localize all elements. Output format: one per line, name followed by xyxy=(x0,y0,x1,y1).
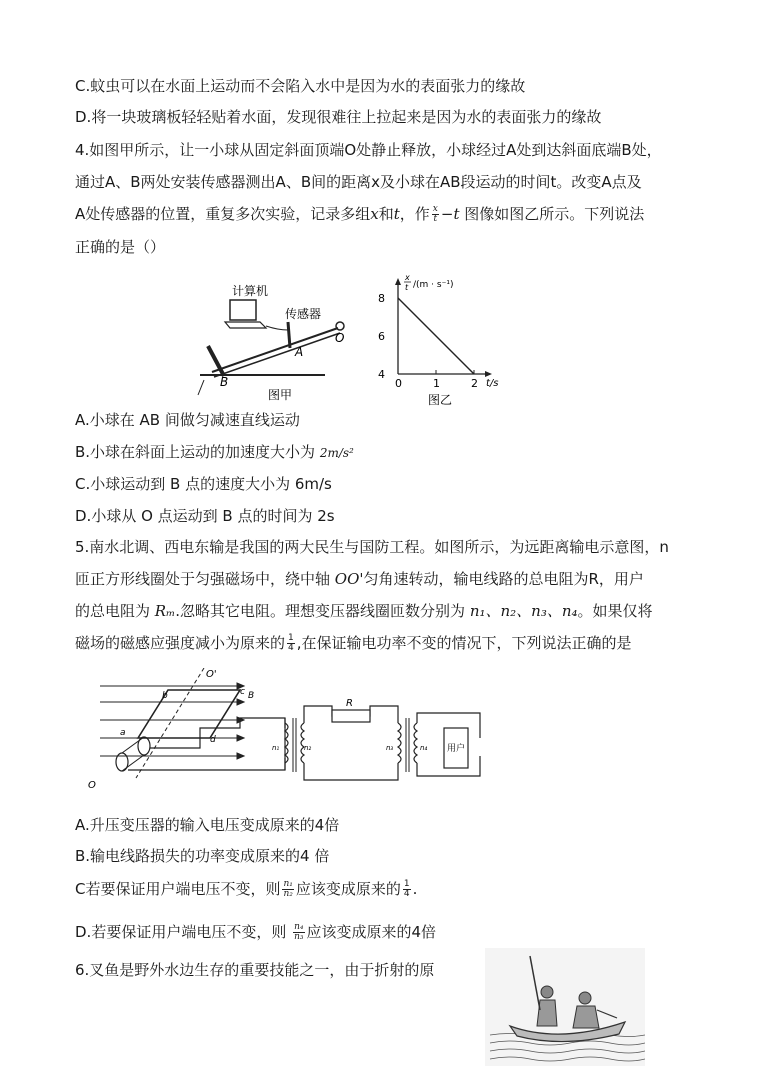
q5-option-a: A.升压变压器的输入电压变成原来的4倍 xyxy=(75,816,340,834)
y-tick-label: 8 xyxy=(378,292,385,305)
figure-yi-caption: 图乙 xyxy=(428,393,453,407)
q5-stem-line3: 的总电阻为 Rₘ.忽略其它电阻。理想变压器线圈匝数分别为 n₁、n₂、n₃、n₄。如果仅将 xyxy=(75,602,653,620)
fishing-boat-image xyxy=(485,948,645,1066)
q4-option-b: B.小球在斜面上运动的加速度大小为 2m/s² xyxy=(75,443,354,461)
q5-option-c: C若要保证用户端电压不变，则 $\frac{\text{n₁}}{\text{n₂}}$ 应该变成原来的 $\frac{1}{4}$ . xyxy=(75,879,418,899)
x-axis-label: t/s xyxy=(486,378,499,389)
x-tick-label: 2 xyxy=(471,377,478,390)
q5-stem-line4: 磁场的磁感应强度减小为原来的 $\frac{1}{4}$ ,在保证输电功率不变的情况下，下列说法正确的是 xyxy=(75,633,632,653)
q5-stem-line2: 匝正方形线圈处于匀强磁场中，绕中轴 OO'匀角速转动，输电线路的总电阻为R，用户 xyxy=(75,570,644,588)
svg-text:R: R xyxy=(346,698,353,709)
resistor-r xyxy=(332,710,370,722)
q3-option-c: C.蚊虫可以在水面上运动而不会陷入水中是因为水的表面张力的缘故 xyxy=(75,77,526,95)
q5-option-b: B.输电线路损失的功率变成原来的4 倍 xyxy=(75,847,330,865)
y-label-num: x xyxy=(405,273,410,282)
svg-text:c: c xyxy=(240,687,245,697)
q4-stem-line2: 通过A、B两处安装传感器测出A、B间的距离x及小球在AB段运动的时间t。改变A点及 xyxy=(75,173,642,191)
series-line xyxy=(398,298,474,374)
svg-text:d: d xyxy=(210,735,216,745)
x-tick-label: 1 xyxy=(433,377,440,390)
q4-stem-line3: A处传感器的位置，重复多次实验，记录多组x和t，作 $\frac{x}{t}$ −t 图像如图乙所示。下列说法 xyxy=(75,204,645,224)
computer-label: 计算机 xyxy=(232,284,269,298)
svg-text:用户: 用户 xyxy=(447,744,466,754)
q3-option-d: D.将一块玻璃板轻轻贴着水面，发现很难往上拉起来是因为水的表面张力的缘故 xyxy=(75,108,602,126)
q5-stem-line1: 5.南水北调、西电东输是我国的两大民生与国防工程。如图所示，为远距离输电示意图，n xyxy=(75,538,669,556)
q4-chart-yi xyxy=(368,270,518,410)
q6-stem-line1: 6.叉鱼是野外水边生存的重要技能之一，由于折射的原 xyxy=(75,961,435,979)
q4-stem-line4: 正确的是（） xyxy=(75,238,166,256)
point-a-label: A xyxy=(295,345,304,359)
q5-circuit-figure xyxy=(80,668,500,813)
y-label-unit: /(m · s⁻¹) xyxy=(413,280,454,290)
x-tick-label: 0 xyxy=(395,377,402,390)
sensor-label: 传感器 xyxy=(285,307,322,321)
y-axis-arrow xyxy=(395,278,401,285)
y-tick-label: 4 xyxy=(378,368,385,381)
x-axis-arrow xyxy=(485,371,492,377)
svg-text:B: B xyxy=(248,691,255,701)
svg-text:n₁: n₁ xyxy=(272,744,280,752)
y-label-den: t xyxy=(405,283,409,292)
q4-option-d: D.小球从 O 点运动到 B 点的时间为 2s xyxy=(75,507,335,525)
q4-option-c: C.小球运动到 B 点的速度大小为 6m/s xyxy=(75,475,332,493)
q4-stem-line1: 4.如图甲所示，让一小球从固定斜面顶端O处静止释放，小球经过A处到达斜面底端B处， xyxy=(75,141,662,159)
point-o-label: O xyxy=(335,331,345,345)
q4-figure-jia xyxy=(190,280,360,405)
svg-text:a: a xyxy=(120,728,126,738)
figure-jia-caption: 图甲 xyxy=(268,388,293,402)
svg-text:O': O' xyxy=(206,669,217,680)
svg-text:n₄: n₄ xyxy=(420,744,428,752)
svg-text:n₂: n₂ xyxy=(304,744,312,752)
point-b-label: B xyxy=(220,375,229,389)
q5-option-d: D.若要保证用户端电压不变，则 $\frac{\text{n₄}}{\text{n₃}}$ 应该变成原来的4倍 xyxy=(75,922,437,942)
svg-text:n₃: n₃ xyxy=(386,744,394,752)
svg-text:O: O xyxy=(88,780,96,791)
x-over-t-fraction: $\frac{x}{t}$ xyxy=(432,204,438,224)
q4-option-a: A.小球在 AB 间做匀减速直线运动 xyxy=(75,411,300,429)
svg-text:b: b xyxy=(162,691,168,701)
y-tick-label: 6 xyxy=(378,330,385,343)
